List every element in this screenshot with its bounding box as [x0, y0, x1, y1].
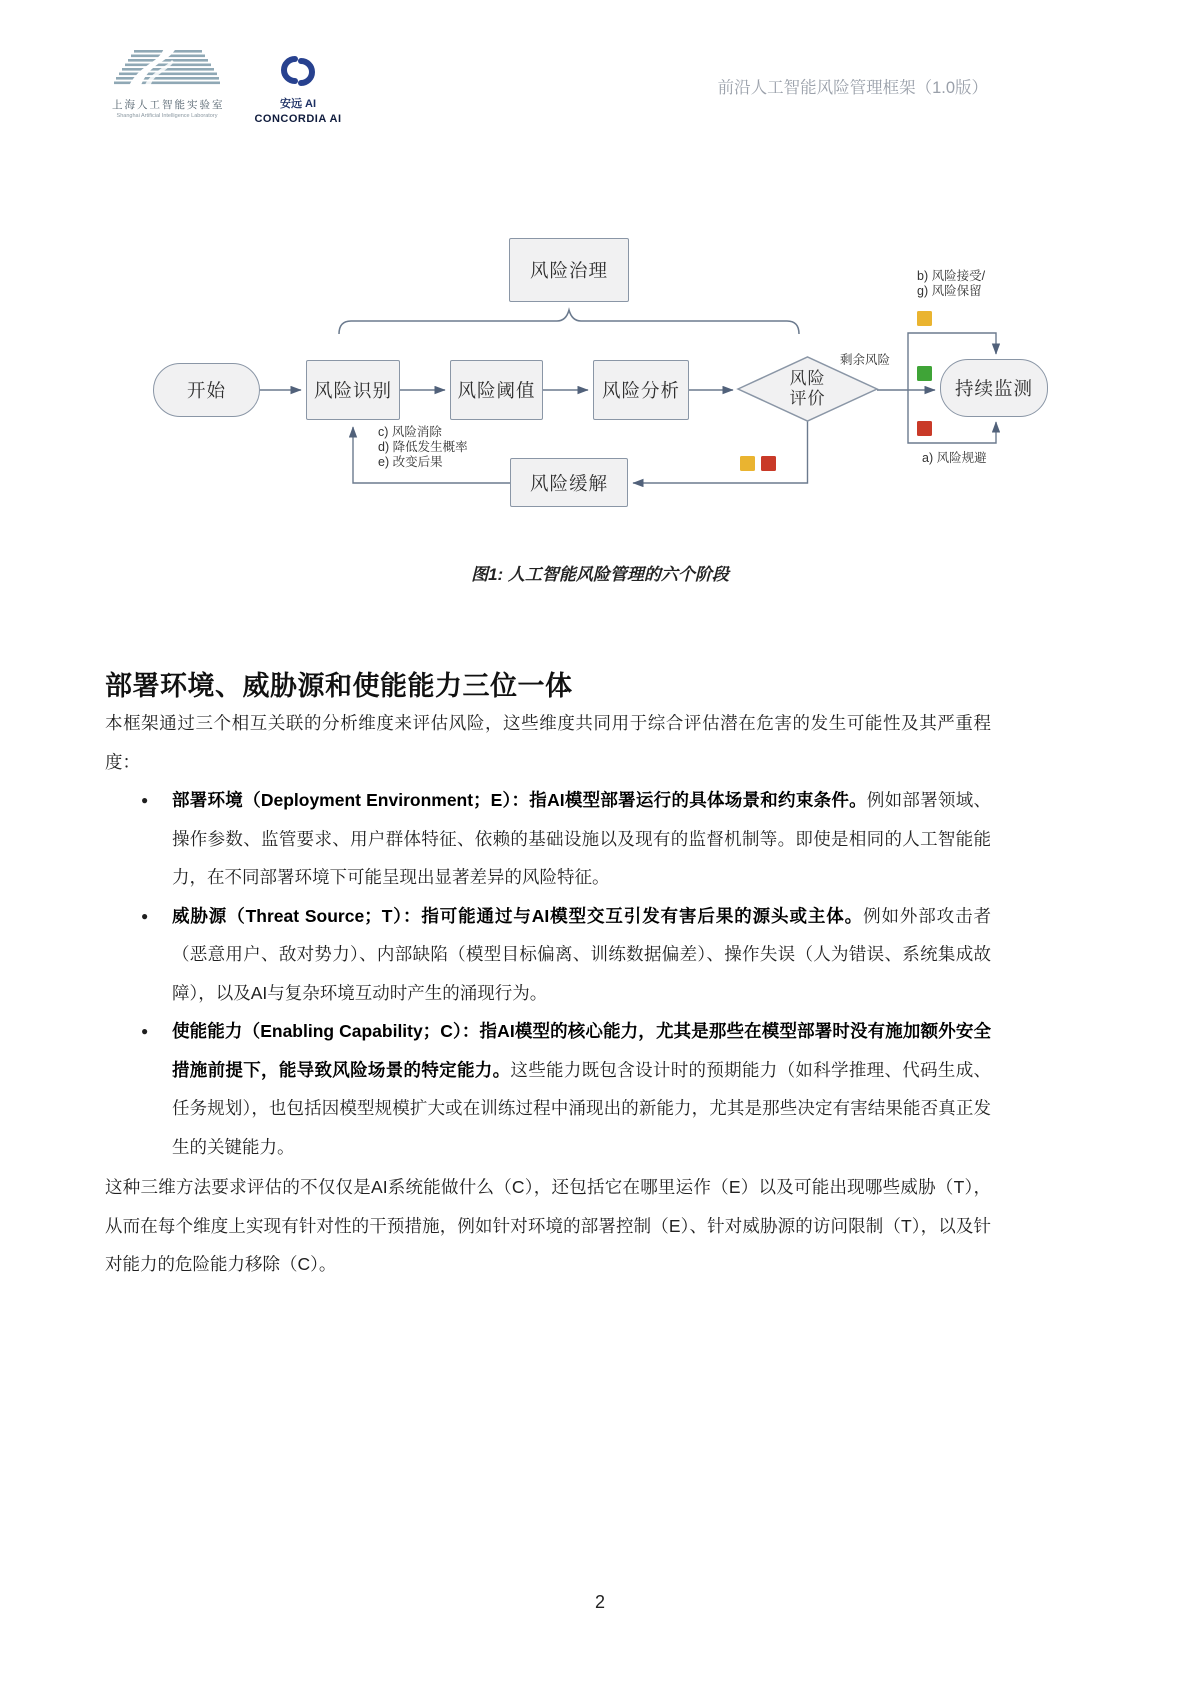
risk-swatch-yellow-mitigation: [740, 456, 755, 471]
header-logos: [112, 48, 348, 125]
risk-swatch-green: [917, 366, 932, 381]
bullet-deployment-environment: ● 部署环境（Deployment Environment；E）：指AI模型部署运行的具体场景和约束条件。例如部署领域、操作参数、监管要求、用户群体特征、依赖的基础设施以及现有的监督机制等。即使是相同的人工智能能力，在不同部署环境下可能呈现出显著差异的风险特征。: [105, 781, 991, 897]
node-risk-mitigation: 风险缓解: [510, 458, 628, 507]
shanghai-ai-lab-name-cn: 上海人工智能实验室: [112, 99, 225, 111]
shanghai-ai-lab-name-en: Shanghai Artificial Intelligence Laboratory: [116, 113, 218, 119]
label-residual-risk: 剩余风险: [840, 353, 891, 367]
concordia-ai-logo-mark: [272, 54, 324, 88]
intro-paragraph: 本框架通过三个相互关联的分析维度来评估风险，这些维度共同用于综合评估潜在危害的发生可能性及其严重程度：: [105, 713, 991, 772]
figure-1-flowchart: [120, 140, 1033, 515]
label-risk-accept-retain: b) 风险接受/ g) 风险保留: [917, 269, 986, 298]
figure-caption: 图1: 人工智能风险管理的六个阶段: [471, 565, 729, 584]
node-risk-analysis: 风险分析: [593, 360, 689, 420]
header-doc-title: 前沿人工智能风险管理框架（1.0版）: [717, 79, 988, 97]
node-risk-threshold: 风险阈值: [450, 360, 543, 420]
risk-swatch-red-bottom: [917, 421, 932, 436]
bullet-threat-source: ● 威胁源（Threat Source；T）：指可能通过与AI模型交互引发有害后果的源头或主体。例如外部攻击者（恶意用户、敌对势力）、内部缺陷（模型目标偏离、训练数据偏差）、操作失误（人为错误、系统集成故障），以及AI与复杂环境互动时产生的涌现行为。: [105, 897, 991, 1013]
bullet-dot-icon: ●: [141, 1024, 149, 1038]
bullet-dot-icon: ●: [141, 908, 149, 923]
concordia-ai-name-cn: 安远 AI: [279, 98, 317, 110]
node-risk-evaluation-label: 风险 评价: [789, 369, 826, 408]
shanghai-ai-lab-logo: [112, 48, 225, 119]
closing-paragraph: 这种三维方法要求评估的不仅仅是AI系统能做什么（C），还包括它在哪里运作（E）以及可能出现哪些威胁（T），从而在每个维度上实现有针对性的干预措施，例如针对环境的部署控制（E）、针对威胁源的访问限制（T），以及针对能力的危险能力移除（C）。: [105, 1177, 991, 1274]
bullet-dot-icon: ●: [141, 793, 149, 807]
node-start: 开始: [153, 363, 260, 417]
node-continuous-monitoring: 持续监测: [940, 359, 1048, 417]
dimension-bullet-list: [105, 781, 991, 1166]
page-number: 2: [594, 1592, 605, 1612]
shanghai-ai-lab-logo-mark: [114, 48, 220, 88]
node-risk-governance: 风险治理: [509, 238, 629, 302]
concordia-ai-name-en: CONCORDIA AI: [254, 113, 342, 125]
section-heading: 部署环境、威胁源和使能能力三位一体: [105, 671, 573, 702]
label-risk-avoidance: a) 风险规避: [922, 451, 987, 465]
risk-swatch-red-mitigation: [761, 456, 776, 471]
bullet-enabling-capability: ● 使能能力（Enabling Capability；C）：指AI模型的核心能力，尤其是那些在模型部署时没有施加额外安全措施前提下，能导致风险场景的特定能力。这些能力既包含设计时的预期能力（如科学推理、代码生成、任务规划），也包括因模型规模扩大或在训练过程中涌现出的新能力，尤其是那些决定有害结果能否真正发生的关键能力。: [105, 1012, 991, 1166]
concordia-ai-logo: [248, 48, 348, 125]
risk-swatch-yellow-top: [917, 311, 932, 326]
label-mitigation-options: c) 风险消除 d) 降低发生概率 e) 改变后果: [378, 425, 468, 469]
node-risk-identification: 风险识别: [306, 360, 400, 420]
